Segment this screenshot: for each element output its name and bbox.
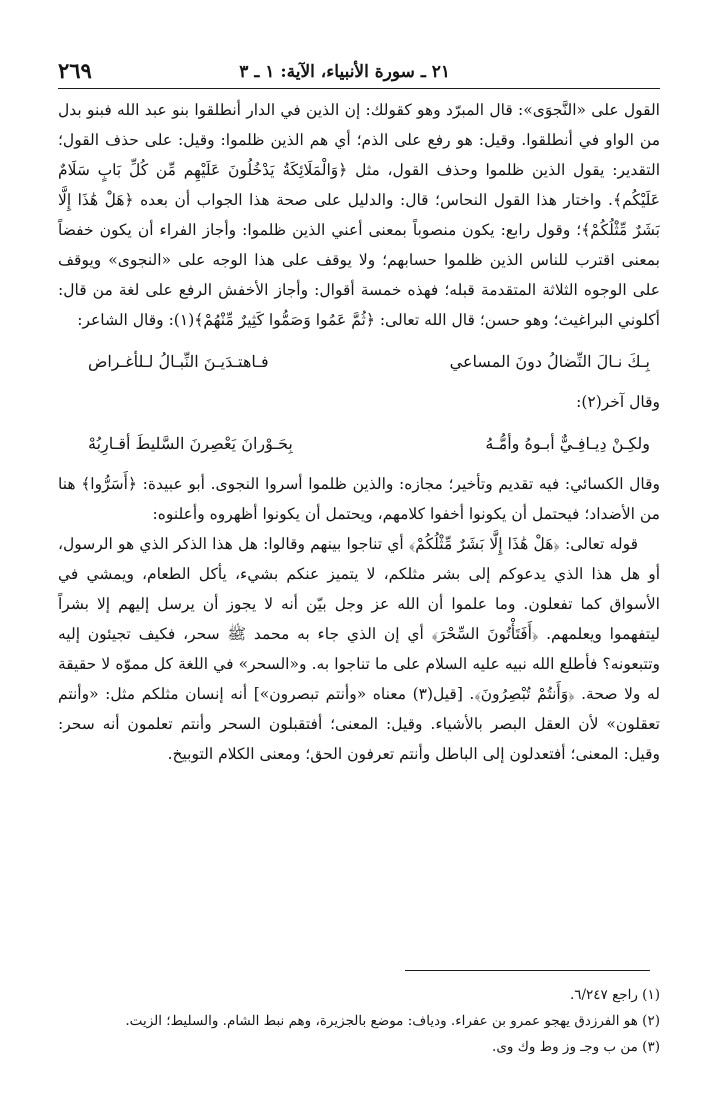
footnote-divider [405, 970, 650, 971]
footnote-3: (٣) من ب وجـ وز وط وك وى. [492, 1039, 660, 1055]
other-poet-intro: وقال آخر(٢): [576, 393, 660, 411]
footnote-2: (٢) هو الفرزدق يهجو عمرو بن عفراء. ودياف: موضع بالجزيرة، وهم نبط الشام. والسليط؛ الزيت. [125, 1013, 660, 1029]
verse-2-second-hemistich: بِحَـوْرانَ يَعْصِرنَ السَّليطَ أقـارِبُهْ [88, 434, 293, 453]
footnotes [58, 982, 660, 1060]
page-number: ٢٦٩ [58, 58, 92, 83]
body-text [58, 95, 660, 769]
page-header [58, 58, 660, 89]
paragraph-2: وقال الكسائي: فيه تقديم وتأخير؛ مجازه: والذين ظلموا أسروا النجوى. أبو عبيدة: ﴿أَسَرُّوا﴾ هنا من الأضداد؛ فيحتمل أن يكونوا أخفوا كلامهم، ويحتمل أن يكونوا أظهروه وأعلنوه: [58, 475, 660, 523]
verse-1-first-hemistich: بِـكَ نـالَ النِّضالُ دونَ المساعي [449, 352, 650, 371]
verse-1-second-hemistich: فـاهتـدَيـنَ النِّبـالُ لـلأغـراض [88, 352, 269, 371]
running-title: ٢١ ـ سورة الأنبياء، الآية: ١ ـ ٣ [239, 62, 450, 82]
poetry-verse-2 [58, 429, 660, 459]
footnote-1: (١) راجع ٦/٢٤٧. [569, 987, 660, 1003]
paragraph-3: قوله تعالى: ﴿هَلْ هَٰذَا إِلَّا بَشَرٌ مِّثْلُكُمْ﴾ أي تناجوا بينهم وقالوا: هل هذا الذكر الذي هو الرسول، أو هل هذا الذي يدعوكم إلى بشر مثلكم، لا يتميز عنكم بشيء، يأكل الطعام، ويمشي في الأسواق كما تفعلون. وما علموا أن الله عز وجل بيّن أنه لا يجوز أن يرسل إليهم إلا بشراً ليتفهموا ويعلمهم. ﴿أَفَتَأْتُونَ السِّحْرَ﴾ أي إن الذي جاء به محمد ﷺ سحر، فكيف تجيئون إليه وتتبعونه؟ فأطلع الله نبيه عليه السلام على ما تناجوا به. و«السحر» في اللغة كل مموّه لا حقيقة له ولا صحة. ﴿وَأَنتُمْ تُبْصِرُونَ﴾. [قيل(٣) معناه «وأنتم تبصرون»] أنه إنسان مثلكم مثل: «وأنتم تعقلون» لأن العقل البصر بالأشياء. وقيل: المعنى؛ أفتقبلون السحر وأنتم تعلمون أنه سحر: وقيل: المعنى؛ أفتعدلون إلى الباطل وأنتم تعرفون الحق؛ ومعنى الكلام التوبيخ. [58, 535, 660, 763]
paragraph-1: القول على «النَّجوَى»: قال المبرّد وهو كقولك: إن الذين في الدار أنطلقوا بنو عبد الله فبنو بدل من الواو في أنطلقوا. وقيل: هو رفع على الذم؛ أي هم الذين ظلموا: وقيل: على حذف القول؛ التقدير: يقول الذين ظلموا وحذف القول، مثل ﴿وَالْمَلَائِكَةُ يَدْخُلُونَ عَلَيْهِم مِّن كُلِّ بَابٍ سَلَامٌ عَلَيْكُم﴾. واختار هذا القول النحاس؛ قال: والدليل على صحة هذا الجواب أن بعده ﴿هَلْ هَٰذَا إِلَّا بَشَرٌ مِّثْلُكُمْ﴾؛ وقول رابع: يكون منصوباً بمعنى أعني الذين ظلموا: وأجاز الفراء أن يكون خفضاً بمعنى اقترب للناس الذين ظلموا حسابهم؛ ولا يوقف على هذا الوجه على «النجوى» ويوقف على الوجوه الثلاثة المتقدمة قبله؛ فهذه خمسة أقوال: وأجاز الأخفش الرفع على لغة من قال: أكلوني البراغيث؛ وهو حسن؛ قال الله تعالى: ﴿ثُمَّ عَمُوا وَصَمُّوا كَثِيرٌ مِّنْهُمْ﴾(١): وقال الشاعر: [58, 101, 660, 329]
poetry-verse-1 [58, 347, 660, 377]
verse-2-first-hemistich: ولكِـنْ دِيـافِـيٌّ أبـوهُ وأمُّـهُ [485, 434, 650, 453]
